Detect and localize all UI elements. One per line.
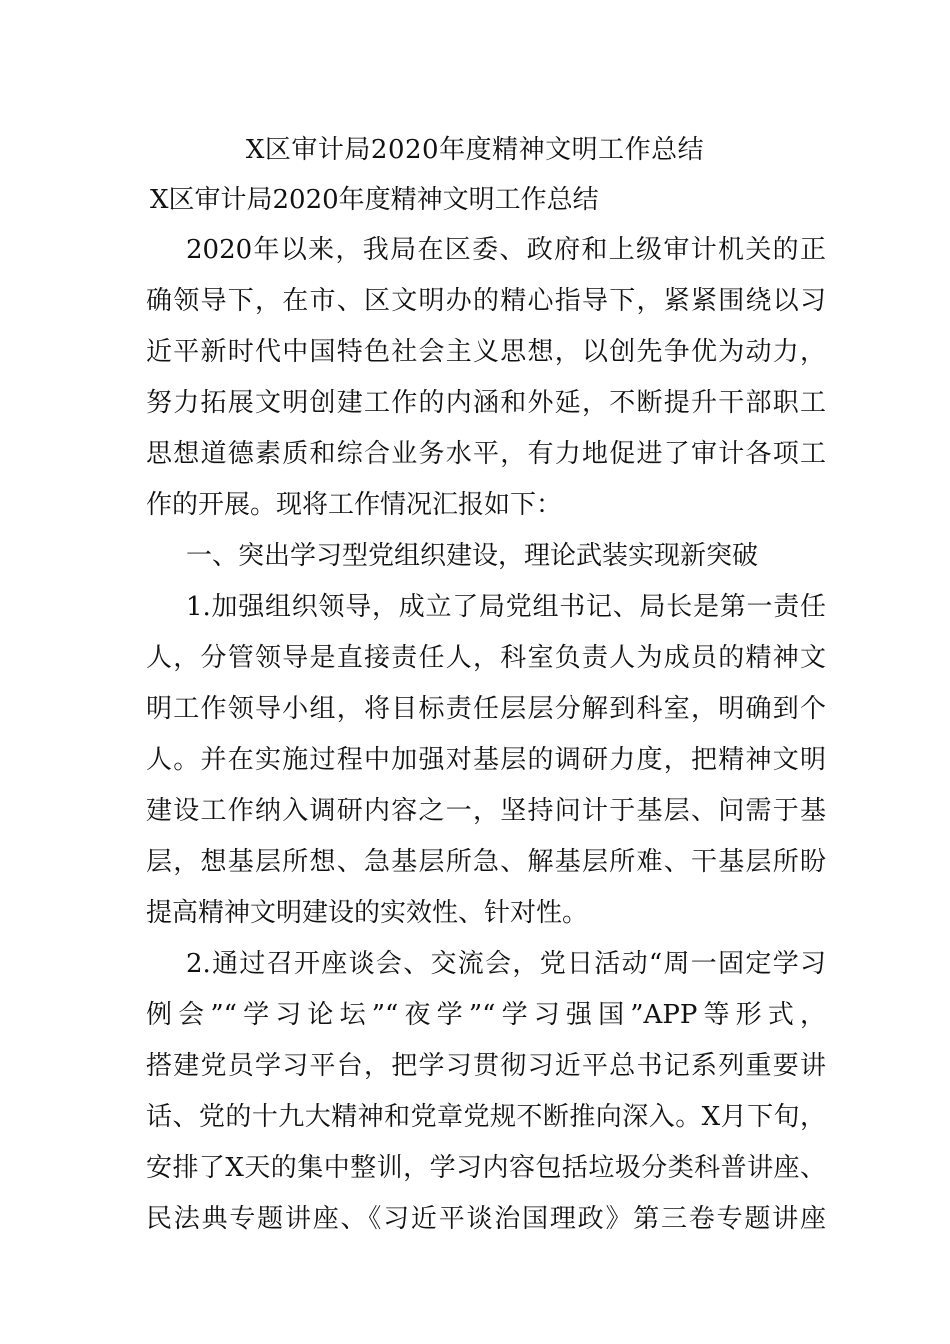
body-line: 提高精神文明建设的实效性、针对性。 — [146, 898, 589, 928]
body-line: 努力拓展文明创建工作的内涵和外延，不断提升干部职工 — [146, 388, 826, 418]
body-line: 作的开展。现将工作情况汇报如下： — [146, 490, 563, 520]
body-line: 1.加强组织领导，成立了局党组书记、局长是第一责任 — [186, 592, 826, 622]
body-line: 例会”“学习论坛”“夜学”“学习强国”APP等形式， — [146, 1000, 826, 1030]
body-line: 人，分管领导是直接责任人，科室负责人为成员的精神文 — [146, 643, 826, 673]
document-body — [146, 230, 826, 1250]
body-line: 搭建党员学习平台，把学习贯彻习近平总书记系列重要讲 — [146, 1051, 826, 1081]
body-line: 建设工作纳入调研内容之一，坚持问计于基层、问需于基 — [146, 796, 826, 826]
document-subtitle: X区审计局2020年度精神文明工作总结 — [150, 185, 599, 215]
body-line: 明工作领导小组，将目标责任层层分解到科室，明确到个 — [146, 694, 826, 724]
body-line: 2.通过召开座谈会、交流会，党日活动“周一固定学习 — [186, 949, 826, 979]
body-line: 思想道德素质和综合业务水平，有力地促进了审计各项工 — [146, 439, 826, 469]
section-heading: 一、突出学习型党组织建设，理论武装实现新突破 — [186, 541, 759, 571]
body-line: 安排了X天的集中整训，学习内容包括垃圾分类科普讲座、 — [146, 1153, 826, 1183]
body-line: 层，想基层所想、急基层所急、解基层所难、干基层所盼 — [146, 847, 826, 877]
body-line: 话、党的十九大精神和党章党规不断推向深入。X月下旬， — [146, 1102, 826, 1132]
body-line: 人。并在实施过程中加强对基层的调研力度，把精神文明 — [146, 745, 826, 775]
body-line: 确领导下，在市、区文明办的精心指导下，紧紧围绕以习 — [146, 286, 826, 316]
body-line: 民法典专题讲座、《习近平谈治国理政》第三卷专题讲座 — [146, 1204, 826, 1234]
body-line: 2020年以来，我局在区委、政府和上级审计机关的正 — [186, 235, 826, 265]
document-title: X区审计局2020年度精神文明工作总结 — [245, 135, 705, 165]
body-line: 近平新时代中国特色社会主义思想，以创先争优为动力， — [146, 337, 826, 367]
